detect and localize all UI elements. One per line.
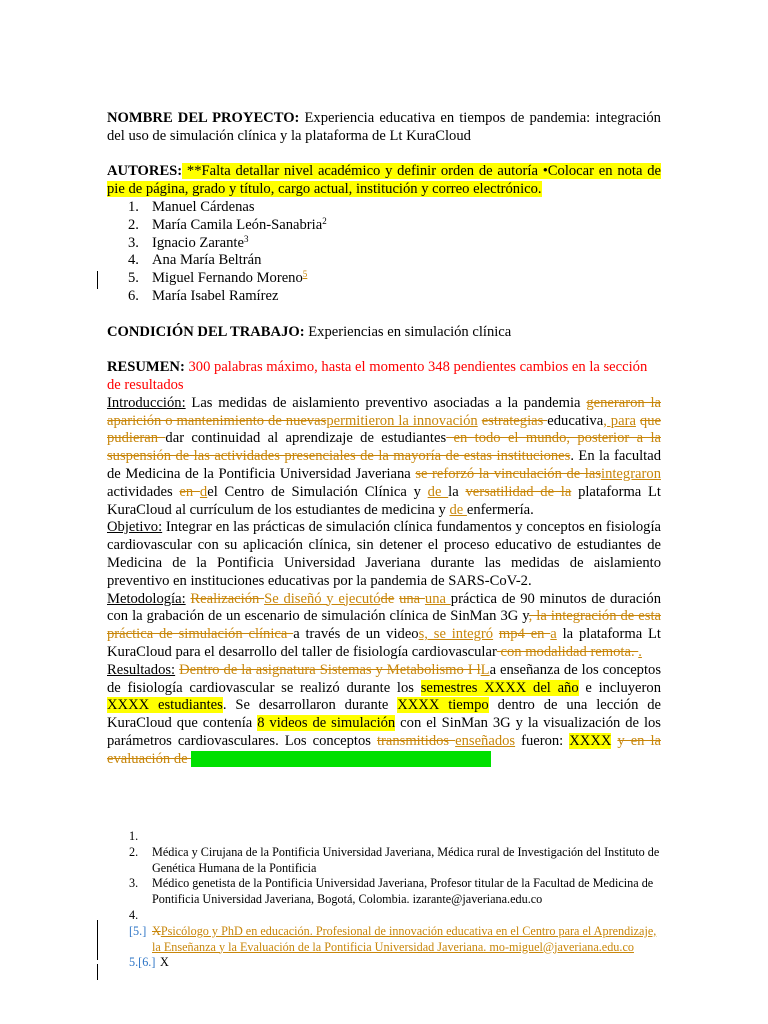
footnote: [129, 876, 661, 908]
text-run: fueron:: [515, 732, 570, 749]
footnote: [129, 955, 661, 971]
footnote-reference[interactable]: 2: [322, 215, 327, 226]
footnote-text: [160, 955, 169, 969]
author-number: 1.: [128, 198, 139, 215]
deleted-text: una: [399, 590, 425, 607]
inserted-text: L: [480, 661, 490, 678]
text-run: . En la facultad de Medicina de la Pontificia Universidad Javeriana: [107, 448, 662, 482]
footnotes: [129, 829, 661, 971]
highlighted-text: semestres XXXX del año: [420, 679, 579, 696]
results-paragraph: [107, 662, 661, 769]
section-label: Objetivo:: [107, 519, 163, 536]
author-name: María Isabel Ramírez: [152, 287, 279, 304]
deleted-text: en: [179, 483, 200, 500]
author-item: [128, 269, 661, 288]
text-run: e incluyeron: [578, 679, 661, 696]
deleted-text: l: [476, 661, 481, 678]
footnote-number: 5.[6.]: [129, 955, 156, 970]
inserted-text: .: [638, 643, 642, 660]
author-number: 4.: [128, 252, 139, 269]
author-item: [128, 215, 661, 235]
text-run: educativa: [547, 412, 604, 429]
author-name: Manuel Cárdenas: [152, 198, 255, 215]
author-item: [128, 252, 661, 270]
intro-paragraph: [107, 395, 661, 520]
project-title-paragraph: [107, 110, 661, 146]
placeholder-text: X: [160, 955, 169, 970]
deleted-text: Realización: [190, 590, 265, 607]
author-number: 3.: [128, 234, 139, 251]
author-number: 5.: [128, 270, 139, 287]
text-run: dar continuidad al aprendizaje de estudiantes: [165, 430, 447, 447]
footnote-number: 2.: [129, 844, 139, 859]
section-label: Introducción:: [107, 394, 186, 411]
deleted-text: , la integración de esta práctica de simulación clínica: [107, 608, 661, 643]
abstract-label: RESUMEN:: [107, 359, 185, 376]
document-body: [107, 110, 661, 768]
text-run: Integrar en las prácticas de simulación clínica fundamentos y conceptos en fisiología cardiovascular con su aplicación clínica, sin detener el proceso educativo de estudiantes de Medicina de la Pontificia Universidad Javeriana durante las medidas de aislamiento preventivo en instituciones educativas por la pandemia de SARS-CoV-2.: [107, 519, 661, 589]
highlighted-text: XXXX: [569, 732, 612, 749]
highlighted-text: XXXX tiempo: [397, 697, 489, 714]
change-bar: [97, 964, 98, 980]
deleted-text: se reforzó la vinculación de las: [415, 465, 602, 482]
text-run: plataforma Lt KuraCloud al currículum de los estudiantes de medicina y: [107, 483, 661, 518]
author-name: Miguel Fernando Moreno: [152, 270, 303, 287]
deleted-text: en todo el mundo, posterior a la suspensión de las actividades presenciales de la mayoría de estas instituciones: [107, 430, 661, 465]
footnote-number: 4.: [129, 907, 139, 922]
inserted-text: s, se integró: [418, 626, 494, 643]
text-run: la plataforma Lt KuraCloud para el desarrollo del taller de fisiología cardiovascular: [107, 626, 661, 660]
author-name: Ignacio Zarante: [152, 234, 244, 251]
text-run: Médica y Cirujana de la Pontificia Universidad Javeriana, Médica rural de Investigación del Instituto de Genética Humana de la Pontificia: [152, 844, 660, 875]
authors-label: AUTORES:: [107, 163, 183, 180]
deleted-text: con modalidad remota.: [496, 643, 639, 660]
inserted-text: a: [550, 626, 557, 643]
deleted-text: transmitidos: [376, 732, 456, 749]
abstract-note: 300 palabras máximo, hasta el momento 348 pendientes cambios en la sección de resultados: [107, 359, 648, 393]
deleted-text: y en la evaluación de: [107, 732, 661, 767]
section-label: Metodología:: [107, 590, 186, 607]
author-name: Ana María Beltrán: [152, 252, 262, 269]
deleted-text: estrategias: [481, 412, 548, 429]
project-label: NOMBRE DEL PROYECTO:: [107, 110, 300, 126]
inserted-text: de: [427, 483, 449, 500]
project-title: Experiencia educativa en tiempos de pandemia: integración del uso de simulación clínica y la plataforma de Lt KuraCloud: [107, 110, 661, 144]
method-paragraph: [107, 591, 661, 662]
footnote-text: [152, 876, 653, 906]
footnote-text: [152, 845, 659, 875]
inserted-text: una: [424, 590, 451, 607]
highlighted-deleted-text: percepciones calificaron la actividad como positiva: [191, 750, 491, 767]
text-run: enfermería.: [466, 501, 534, 518]
highlighted-text: XXXX estudiantes: [107, 697, 223, 714]
footnote-reference[interactable]: 5: [302, 269, 308, 280]
authors-note: **Falta detallar nivel académico y definir orden de autoría •Colocar en nota de pie de página, grado y título, cargo actual, institución y correo electrónico.: [107, 163, 661, 198]
text-run: actividades: [107, 483, 180, 500]
text-run: con el SinMan 3G y la visualización de los parámetros cardiovasculares. Los conceptos: [107, 715, 661, 749]
change-bar: [97, 271, 98, 289]
footnote: [129, 845, 661, 877]
author-item: [128, 233, 661, 253]
inserted-text: integraron: [601, 465, 661, 482]
authors-paragraph: [107, 163, 661, 199]
text-run: Las medidas de aislamiento preventivo asociadas a la pandemia: [185, 394, 587, 411]
footnote-text: [152, 924, 656, 954]
authors-list: [107, 199, 661, 306]
text-run: a enseñanza de los conceptos de fisiología cardiovascular se realizó durante los: [107, 661, 661, 696]
footnote-reference[interactable]: 3: [243, 233, 249, 244]
inserted-text: enseñados: [455, 732, 516, 749]
objective-paragraph: [107, 519, 661, 590]
section-label: Resultados:: [107, 661, 176, 678]
condition-label: CONDICIÓN DEL TRABAJO:: [107, 323, 305, 340]
deleted-text: versatilidad de la: [465, 483, 572, 500]
inserted-text: de: [449, 501, 467, 518]
footnote-number: 1.: [129, 829, 139, 843]
change-bar: [97, 920, 98, 960]
deleted-text: generaron la aparición o mantenimiento de nuevas: [107, 394, 661, 429]
deleted-text: de: [380, 590, 395, 607]
author-item: [128, 198, 661, 217]
deleted-text: X: [152, 923, 161, 938]
text-run: . Se desarrollaron durante: [222, 697, 398, 714]
footnote-number: 3.: [129, 876, 139, 891]
deleted-text: mp4 en: [498, 626, 551, 643]
deleted-text: que pudieran: [107, 412, 661, 447]
text-run: el Centro de Simulación Clínica y: [207, 483, 428, 500]
text-run: a través de un video: [293, 626, 419, 643]
text-run: Médico genetista de la Pontificia Universidad Javeriana, Profesor titular de la Facultad de Medicina de Pontificia Universidad Javeriana, Bogotá, Colombia. izarante@javeriana.edu.co: [152, 876, 654, 907]
abstract-heading: [107, 359, 661, 395]
author-name: María Camila León-Sanabria: [152, 216, 323, 233]
author-number: 6.: [128, 287, 139, 304]
text-run: dentro de una lección de KuraCloud que contenía: [107, 697, 661, 732]
inserted-text: permitieron la innovación: [326, 412, 478, 429]
footnote: [129, 908, 661, 924]
deleted-text: Dentro de la asignatura Sistemas y Metabolismo I: [179, 661, 477, 678]
condition-text: Experiencias en simulación clínica: [304, 323, 512, 340]
inserted-text: d: [199, 483, 208, 500]
inserted-text: Psicólogo y PhD en educación. Profesional de innovación educativa en el Centro para el Aprendizaje, la Enseñanza y la Evaluación de la Pontificia Universidad Javeriana. mo-miguel@javeriana.edu.co: [152, 923, 657, 954]
footnote-number: [5.]: [129, 923, 147, 938]
text-run: práctica de 90 minutos de duración con la grabación de un escenario de simulación clínica de SinMan 3G y: [107, 590, 662, 625]
author-number: 2.: [128, 216, 139, 233]
text-run: la: [448, 483, 466, 500]
highlighted-text: 8 videos de simulación: [257, 715, 396, 732]
footnote: [129, 924, 661, 956]
author-item: [128, 287, 661, 306]
footnote: [129, 829, 661, 845]
inserted-text: , para: [603, 412, 636, 429]
condition-paragraph: [107, 324, 661, 342]
inserted-text: Se diseñó y ejecutó: [264, 590, 381, 607]
